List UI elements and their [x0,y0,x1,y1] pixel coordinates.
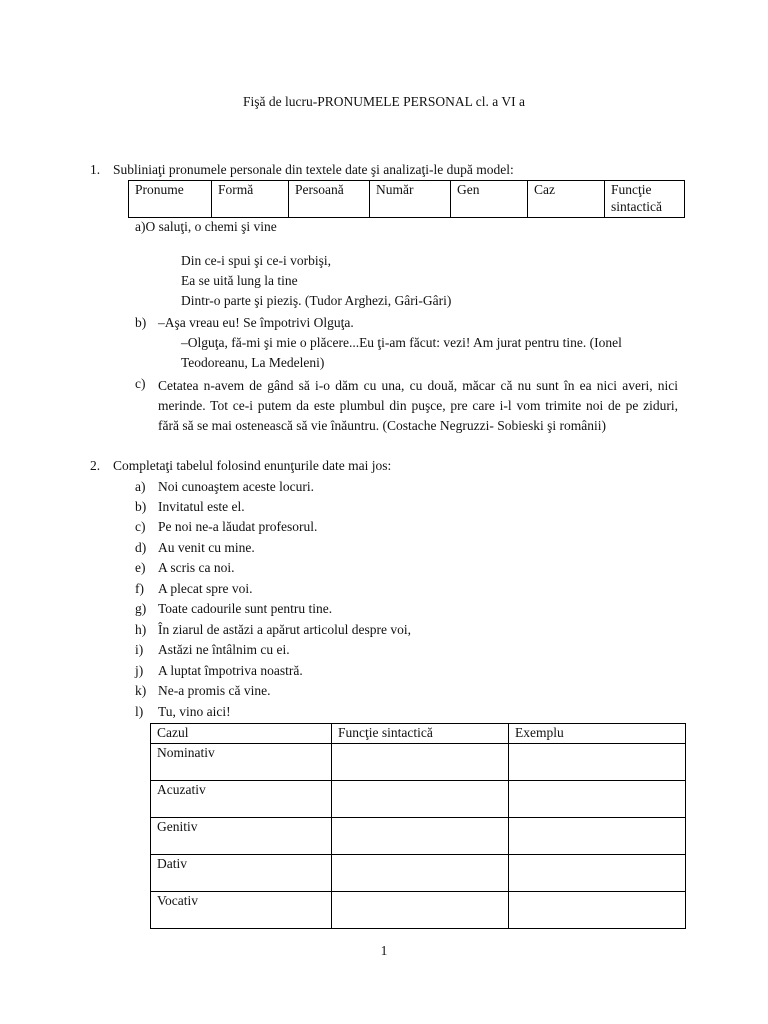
poem-line: Ea se uită lung la tine [181,273,298,288]
table-row [151,891,686,928]
list-marker: l) [135,704,144,719]
table-row [151,854,686,891]
item-b-line: –Olguţa, fă-mi şi mie o plăcere...Eu ţi-am făcut: vezi! Am jurat pentru tine. (Ionel [181,335,622,350]
list-marker: h) [135,622,147,637]
list-item: Pe noi ne-a lăudat profesorul. [158,519,318,534]
case-name-cell: Nominativ [151,743,332,780]
list-item: Noi cunoaştem aceste locuri. [158,479,314,494]
list-marker: e) [135,560,146,575]
table-header-cell: Număr [370,181,451,218]
exercise-1-number: 1. [90,162,101,177]
table-row [151,817,686,854]
list-item: A scris ca noi. [158,560,235,575]
list-item: În ziarul de astăzi a apărut articolul despre voi, [158,622,412,637]
answer-cell[interactable] [509,780,686,817]
item-c-text: Cetatea n-avem de gând să i-o dăm cu una, cu două, măcar că nu sunt în ea nici averi, nici merinde. Tot ce-i putem da este plumbul din puşce, pre care i-l vom trimite noi de pe ziduri, fără să se mai ostenească să vie înăuntru. (Costache Negruzzi- Sobieski şi românii) [158,378,678,433]
case-name-cell: Vocativ [151,891,332,928]
case-name-cell: Dativ [151,854,332,891]
item-c-marker: c) [135,376,146,391]
answer-cell[interactable] [509,743,686,780]
list-item: Ne-a promis că vine. [158,683,271,698]
answer-cell[interactable] [509,854,686,891]
answer-cell[interactable] [509,817,686,854]
table-row [151,743,686,780]
list-marker: c) [135,519,146,534]
case-table [150,723,686,929]
list-item: A luptat împotriva noastră. [158,663,303,678]
list-item: A plecat spre voi. [158,581,253,596]
table-header-cell: Exemplu [509,724,686,744]
page-number: 1 [380,943,388,958]
item-a-text: a)O saluţi, o chemi şi vine [135,219,277,234]
list-marker: j) [135,663,144,678]
list-marker: g) [135,601,147,616]
list-marker: d) [135,540,147,555]
answer-cell[interactable] [332,817,509,854]
answer-cell[interactable] [332,891,509,928]
list-item: Tu, vino aici! [158,704,231,719]
poem-line: Dintr-o parte şi pieziş. (Tudor Arghezi, Gâri-Gâri) [181,293,452,308]
answer-cell[interactable] [332,780,509,817]
list-marker: b) [135,499,147,514]
answer-cell[interactable] [332,854,509,891]
table-header-cell: Cazul [151,724,332,744]
item-b-marker: b) [135,315,147,330]
case-name-cell: Acuzativ [151,780,332,817]
table-header-cell: Funcţie sintactică [332,724,509,744]
list-item: Au venit cu mine. [158,540,255,555]
analysis-table [128,180,685,218]
table-header-cell: Persoană [289,181,370,218]
list-marker: k) [135,683,147,698]
answer-cell[interactable] [509,891,686,928]
list-marker: f) [135,581,144,596]
table-header-cell: Caz [528,181,605,218]
exercise-2-instruction: Completaţi tabelul folosind enunţurile date mai jos: [113,458,392,473]
table-header-cell: Pronume [129,181,212,218]
list-item: Toate cadourile sunt pentru tine. [158,601,333,616]
answer-cell[interactable] [332,743,509,780]
case-name-cell: Genitiv [151,817,332,854]
exercise-1-instruction: Subliniaţi pronumele personale din textele date şi analizaţi-le după model: [113,162,514,177]
page-title: Fişă de lucru-PRONUMELE PERSONAL cl. a VI a [243,94,525,109]
table-header-cell: Gen [451,181,528,218]
poem-line: Din ce-i spui şi ce-i vorbişi, [181,253,331,268]
table-header-cell: Funcţie sintactică [605,181,685,218]
exercise-2-number: 2. [90,458,101,473]
list-item: Astăzi ne întâlnim cu ei. [158,642,290,657]
item-b-line: –Aşa vreau eu! Se împotrivi Olguţa. [158,315,354,330]
list-marker: i) [135,642,144,657]
list-item: Invitatul este el. [158,499,245,514]
list-marker: a) [135,479,146,494]
table-row [151,780,686,817]
table-header-cell: Formă [212,181,289,218]
item-b-line: Teodoreanu, La Medeleni) [181,355,325,370]
